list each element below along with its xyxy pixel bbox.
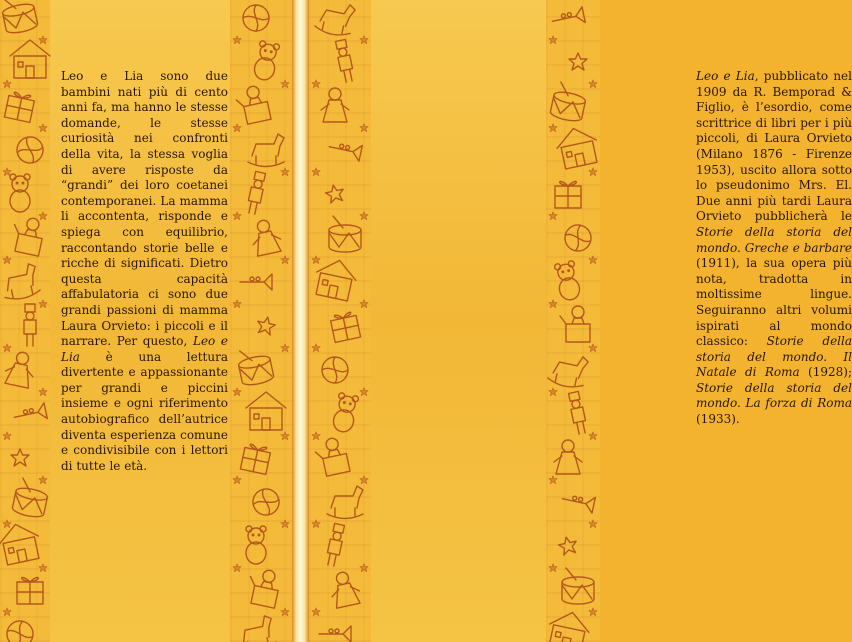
left-toy-border-inner xyxy=(230,0,292,642)
jack-in-the-box-icon xyxy=(313,436,350,477)
toy-soldier-icon xyxy=(335,39,355,83)
toy-house-icon xyxy=(10,40,50,78)
trumpet-icon xyxy=(561,491,596,513)
star-icon xyxy=(312,344,320,352)
star-icon xyxy=(569,53,587,70)
star-icon xyxy=(360,476,368,484)
rocking-horse-icon xyxy=(0,263,41,302)
ball-icon xyxy=(5,619,36,642)
teddy-bear-icon xyxy=(554,260,581,301)
ball-icon xyxy=(251,487,282,518)
star-icon xyxy=(3,168,11,176)
doll-icon xyxy=(3,349,37,388)
left-page-text xyxy=(61,69,228,474)
toy-soldier-icon xyxy=(568,391,588,435)
text-run: (1933). xyxy=(696,412,740,427)
star-icon xyxy=(360,36,368,44)
jack-in-the-box-icon xyxy=(245,567,282,608)
star-icon xyxy=(281,608,289,616)
trumpet-icon xyxy=(240,274,272,290)
star-icon xyxy=(39,36,47,44)
gift-box-icon xyxy=(17,578,43,604)
right-toy-border-inner xyxy=(309,0,371,642)
star-icon xyxy=(3,432,11,440)
star-icon xyxy=(281,80,289,88)
toy-house-icon xyxy=(246,392,286,430)
star-icon xyxy=(281,344,289,352)
star-icon xyxy=(589,520,597,528)
star-icon xyxy=(281,168,289,176)
star-icon xyxy=(39,300,47,308)
star-icon xyxy=(39,212,47,220)
rocking-horse-icon xyxy=(547,351,589,390)
star-icon xyxy=(312,168,320,176)
ball-icon xyxy=(15,135,46,166)
jack-in-the-box-icon xyxy=(9,215,46,256)
star-icon xyxy=(39,388,47,396)
star-icon xyxy=(360,564,368,572)
star-icon xyxy=(3,80,11,88)
star-icon xyxy=(589,608,597,616)
trumpet-icon xyxy=(328,139,363,161)
jack-in-the-box-icon xyxy=(560,306,590,342)
italic-title: Leo e Lia xyxy=(696,69,755,83)
doll-icon xyxy=(249,217,283,256)
star-icon xyxy=(233,212,241,220)
star-icon xyxy=(589,344,597,352)
star-icon xyxy=(256,315,277,335)
star-icon xyxy=(281,256,289,264)
drum-icon xyxy=(11,477,50,519)
toy-house-icon xyxy=(545,608,592,642)
teddy-bear-icon xyxy=(252,40,279,81)
star-icon xyxy=(549,300,557,308)
italic-title: Storie della storia del mondo. Greche e barbare xyxy=(696,224,852,255)
star-icon xyxy=(589,256,597,264)
right-page xyxy=(309,0,852,642)
italic-title: Storie della storia del mondo. Il Natale di Roma xyxy=(696,334,852,380)
star-icon xyxy=(39,124,47,132)
star-icon xyxy=(557,535,578,555)
star-icon xyxy=(3,344,11,352)
ball-icon xyxy=(563,223,594,254)
star-icon xyxy=(312,608,320,616)
star-icon xyxy=(312,432,320,440)
ball-icon xyxy=(322,357,348,383)
toy-soldier-icon xyxy=(24,304,36,346)
book-gutter xyxy=(292,0,309,642)
drum-icon xyxy=(549,81,588,123)
gift-box-icon xyxy=(330,311,361,342)
star-icon xyxy=(233,388,241,396)
star-icon xyxy=(11,449,29,466)
ball-icon xyxy=(243,5,269,31)
star-icon xyxy=(233,564,241,572)
toy-house-icon xyxy=(312,256,359,301)
rocking-horse-icon xyxy=(314,0,356,38)
star-icon xyxy=(589,432,597,440)
star-icon xyxy=(549,124,557,132)
star-icon xyxy=(360,388,368,396)
doll-icon xyxy=(321,88,349,122)
text-run: è una lettura divertente e appassionante per grandi e piccini insieme e ogni riferimento autobiografico dell’autrice diventa esperienza comune e condivisibile con i lettori di tutte le età. xyxy=(61,349,228,473)
star-icon xyxy=(312,80,320,88)
star-icon xyxy=(281,432,289,440)
star-icon xyxy=(324,183,345,203)
trumpet-icon xyxy=(551,7,586,29)
star-icon xyxy=(549,476,557,484)
star-icon xyxy=(549,36,557,44)
text-run: , pubblicato nel 1909 da R. Bemporad & Figlio, è l’esordio, come scrittrice di libri per i più piccoli, di Laura Orvieto (Milano 1876 - Firenze 1953), uscito allora sotto lo pseudonimo Mrs. El. Due anni più tardi Laura Orvieto pubblicherà le xyxy=(696,69,852,224)
star-icon xyxy=(589,80,597,88)
star-icon xyxy=(589,168,597,176)
drum-icon xyxy=(562,568,594,604)
star-icon xyxy=(312,256,320,264)
gift-box-icon xyxy=(240,443,271,474)
trumpet-icon xyxy=(13,403,48,425)
star-icon xyxy=(233,476,241,484)
star-icon xyxy=(312,520,320,528)
star-icon xyxy=(549,388,557,396)
italic-title: Storie della storia del mondo. La forza di Roma xyxy=(696,380,852,411)
text-run: (1928); xyxy=(799,365,852,380)
rocking-horse-icon xyxy=(235,615,277,642)
doll-icon xyxy=(328,569,362,608)
gift-box-icon xyxy=(4,91,35,122)
right-toy-border-outer xyxy=(546,0,600,642)
teddy-bear-icon xyxy=(331,392,358,433)
left-toy-border-outer xyxy=(0,0,50,642)
star-icon xyxy=(233,300,241,308)
star-icon xyxy=(3,608,11,616)
doll-icon xyxy=(554,440,582,474)
teddy-bear-icon xyxy=(10,174,30,212)
star-icon xyxy=(549,564,557,572)
star-icon xyxy=(233,36,241,44)
left-page xyxy=(0,0,292,642)
toy-house-icon xyxy=(0,520,43,565)
star-icon xyxy=(39,564,47,572)
star-icon xyxy=(281,520,289,528)
star-icon xyxy=(549,212,557,220)
star-icon xyxy=(233,124,241,132)
gift-box-icon xyxy=(555,182,581,208)
jack-in-the-box-icon xyxy=(234,84,271,125)
toy-soldier-icon xyxy=(246,171,266,215)
drum-icon xyxy=(329,216,361,252)
text-run: Leo e Lia sono due bambini nati più di cento anni fa, ma hanno le stesse domande, le stesse curiosità nei confronti della vita, la stessa voglia di avere risposte da “grandi” dei loro coetanei contemporanei. La mamma li accontenta, risponde e spiega con equilibrio, raccontando storie belle e ricche di significati. Dietro questa capacità affabulatoria ci sono due grandi passioni di mamma Laura Orvieto: i piccoli e il narrare. Per questo, xyxy=(61,69,228,349)
rocking-horse-icon xyxy=(248,134,284,167)
text-run: (1911), la sua opera più nota, tradotta in moltissime lingue. Seguiranno altri volumi ispirati al mondo classico: xyxy=(696,256,852,349)
star-icon xyxy=(3,256,11,264)
toy-house-icon xyxy=(554,124,601,169)
right-page-text xyxy=(696,69,852,428)
trumpet-icon xyxy=(319,626,351,642)
italic-title: Leo e Lia xyxy=(61,334,228,364)
star-icon xyxy=(360,212,368,220)
star-icon xyxy=(360,300,368,308)
star-icon xyxy=(39,476,47,484)
star-icon xyxy=(3,520,11,528)
drum-icon xyxy=(236,345,275,387)
teddy-bear-icon xyxy=(246,526,266,564)
rocking-horse-icon xyxy=(327,486,363,519)
drum-icon xyxy=(0,0,39,35)
star-icon xyxy=(360,124,368,132)
toy-soldier-icon xyxy=(325,523,345,567)
